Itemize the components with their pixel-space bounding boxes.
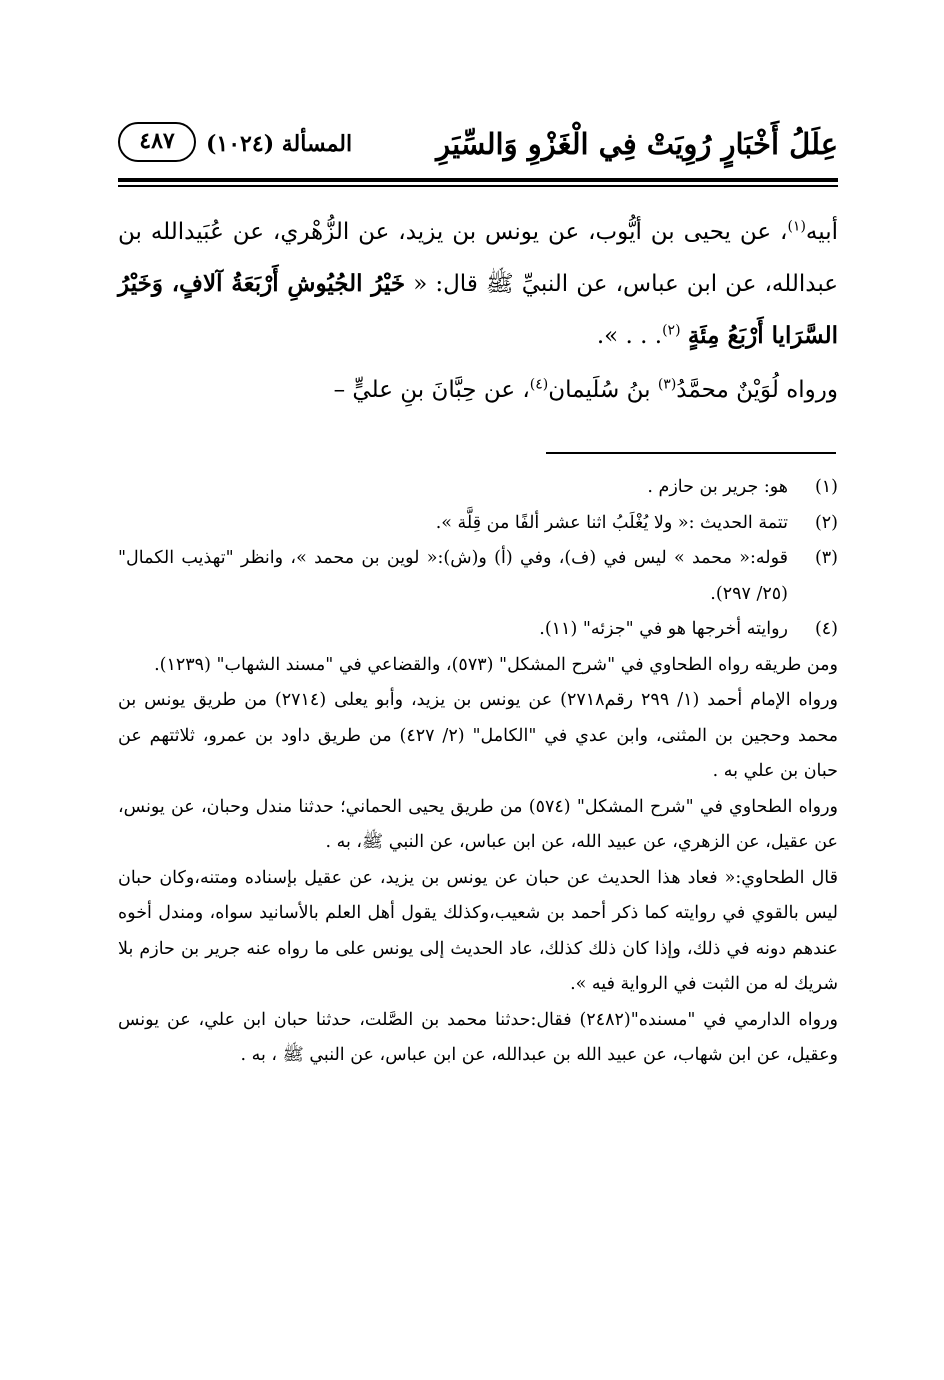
header-rule-thin <box>118 185 838 187</box>
main-text <box>118 206 838 416</box>
page-number: ٤٨٧ <box>118 122 196 162</box>
footnotes <box>118 470 838 1074</box>
book-title: عِلَلُ أَخْبَارٍ رُوِيَتْ فِي الْغَزْوِ وَالسِّيَرِ <box>436 127 838 161</box>
footnote-continuation: قال الطحاوي:« فعاد هذا الحديث عن حبان عن يونس بن يزيد، عن عقيل بإسناده ومتنه،وكان حبان ليس بالقوي في روايته كما ذكر أحمد بن شعيب،وكذلك يقول أهل العلم بالأسانيد سواه، ومندل أخوه عندهم دونه في ذلك، وإذا كان ذلك كذلك، عاد الحديث إلى يونس على ما رواه عنه جرير بن حازم بلا شريك له من الثبت في الرواية فيه ». <box>118 867 838 994</box>
main-text-run: . . . ». <box>596 323 663 349</box>
footnote-separator <box>546 452 836 454</box>
footnote-text: هو: جرير بن حازم . <box>647 477 788 497</box>
main-text-run: أبيه <box>805 219 838 245</box>
footnote-ref-2: (٢) <box>662 322 681 339</box>
running-header <box>118 122 838 174</box>
footnote-continuation: ومن طريقه رواه الطحاوي في "شرح المشكل" (٥٧٣)، والقضاعي في "مسند الشهاب" (١٢٣٩). <box>154 654 838 675</box>
issue-label: المسألة (١٠٢٤) <box>206 131 353 157</box>
main-paragraph-2 <box>118 364 838 416</box>
footnote-text: قوله:« محمد » ليس في (ف)، وفي (أ) و(ش):« لوين بن محمد »، وانظر "تهذيب الكمال" (٢٥/ ٢٩٧). <box>118 548 788 604</box>
footnote-text: روايته أخرجها هو في "جزئه" (١١). <box>539 619 788 639</box>
footnote-ref-4: (٤) <box>529 376 549 393</box>
footnote-continuation: ورواه الدارمي في "مسنده"(٢٤٨٢) فقال:حدثنا محمد بن الصَّلت، حدثنا حبان ابن علي، عن يونس وعقيل، عن ابن شهاب، عن عبيد الله بن عبدالله، عن ابن عباس، عن النبي ﷺ ، به . <box>118 1009 838 1065</box>
main-text-run: ورواه لُوَيْنٌ محمَّدُ <box>676 377 838 403</box>
footnote-number: (٤) <box>814 619 838 639</box>
footnote-number: (١) <box>814 477 838 497</box>
footnote-4 <box>118 612 838 648</box>
footnote-1 <box>118 470 838 506</box>
main-text-run: ، عن يحيى بن أيُّوب، عن يونس بن يزيد، عن الزُّهْري، عن عُبَيدالله بن عبدالله، عن ابن عباس، عن النبيِّ ﷺ قال: « <box>118 219 838 297</box>
footnote-ref-1: (١) <box>787 218 806 235</box>
footnote-3 <box>118 541 838 612</box>
footnote-text: تتمة الحديث :« ولا يُغْلَبُ اثنا عشر ألفًا من قِلَّة ». <box>435 512 788 533</box>
main-paragraph-1 <box>118 206 838 362</box>
footnote-2 <box>118 506 838 542</box>
footnote-number: (٢) <box>814 512 838 533</box>
footnote-continuation: ورواه الطحاوي في "شرح المشكل" (٥٧٤) من طريق يحيى الحماني؛ حدثنا مندل وحبان، عن يونس، عن عقيل، عن الزهري، عن عبيد الله، عن ابن عباس، عن النبي ﷺ، به . <box>118 796 839 852</box>
footnote-number: (٣) <box>814 548 838 568</box>
footnote-ref-3: (٣) <box>657 376 677 393</box>
header-rule-thick <box>118 178 838 182</box>
main-text-run: ، عن حِبَّانَ بنِ عليٍّ – <box>333 377 530 403</box>
hadith-text: خَيْرُ الجُيُوشِ أَرْبَعَةُ آلافٍ، وَخَيْرُ السَّرَايا أَرْبَعُ مِئَةٍ <box>118 270 838 349</box>
main-text-run: بنُ سُلَيمان <box>548 377 658 403</box>
footnote-continuation: ورواه الإمام أحمد (١/ ٢٩٩ رقم٢٧١٨) عن يونس بن يزيد، وأبو يعلى (٢٧١٤) من طريق يونس بن محمد وحجين بن المثنى، وابن عدي في "الكامل" (٢/ ٤٢٧) من طريق داود بن عمرو، ثلاثتهم عن حبان بن علي به . <box>118 690 838 781</box>
